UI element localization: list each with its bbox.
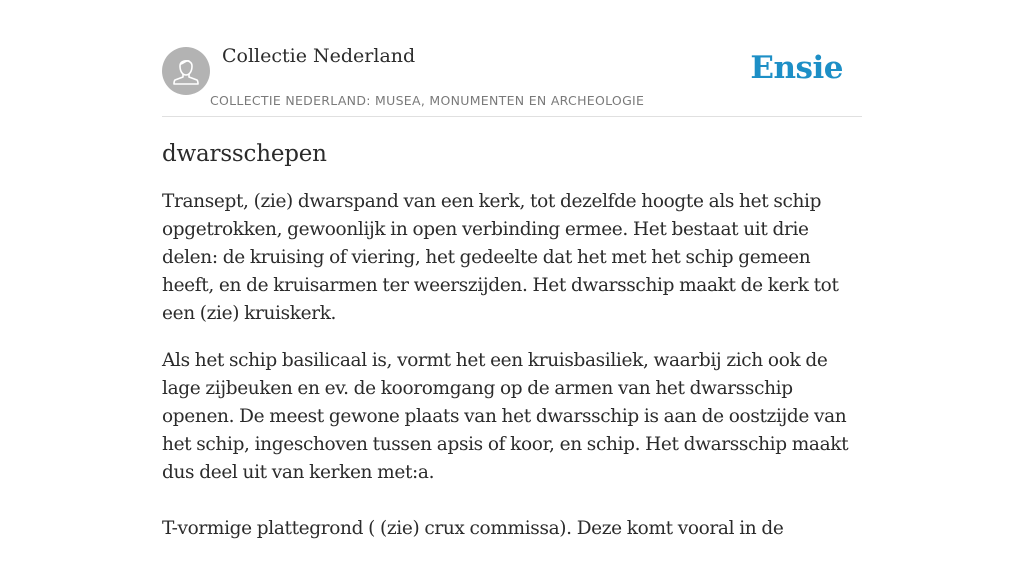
brand-logo[interactable]: Ensie [750,50,843,86]
article [162,138,862,562]
article-paragraph: Als het schip basilicaal is, vormt het een kruisbasiliek, waarbij zich ook de lage zijbeuken en ev. de kooromgang op de armen van het dwarsschip openen. De meest gewone plaats van het dwarsschip is aan de oostzijde van het schip, ingeschoven tussen apsis of koor, en schip. Het dwarsschip maakt dus deel uit van kerken met:a. [162,350,849,483]
article-paragraph: Transept, (zie) dwarspand van een kerk, tot dezelfde hoogte als het schip opgetrokken, gewoonlijk in open verbinding ermee. Het bestaat uit drie delen: de kruising of viering, het gedeelte dat het met het schip gemeen heeft, en de kruisarmen ter weerszijden. Het dwarsschip maakt de kerk tot een (zie) kruiskerk. [162,191,839,324]
avatar[interactable] [162,47,210,95]
author-header [162,40,862,117]
author-name[interactable]: Collectie Nederland [222,45,416,67]
paragraph-spacer [162,487,862,515]
article-paragraph: T-vormige plattegrond ( (zie) crux commissa). Deze komt vooral in de [162,518,784,539]
article-title: dwarsschepen [162,141,327,167]
author-subtitle: COLLECTIE NEDERLAND: MUSEA, MONUMENTEN EN ARCHEOLOGIE [210,93,645,108]
user-icon [162,47,210,95]
